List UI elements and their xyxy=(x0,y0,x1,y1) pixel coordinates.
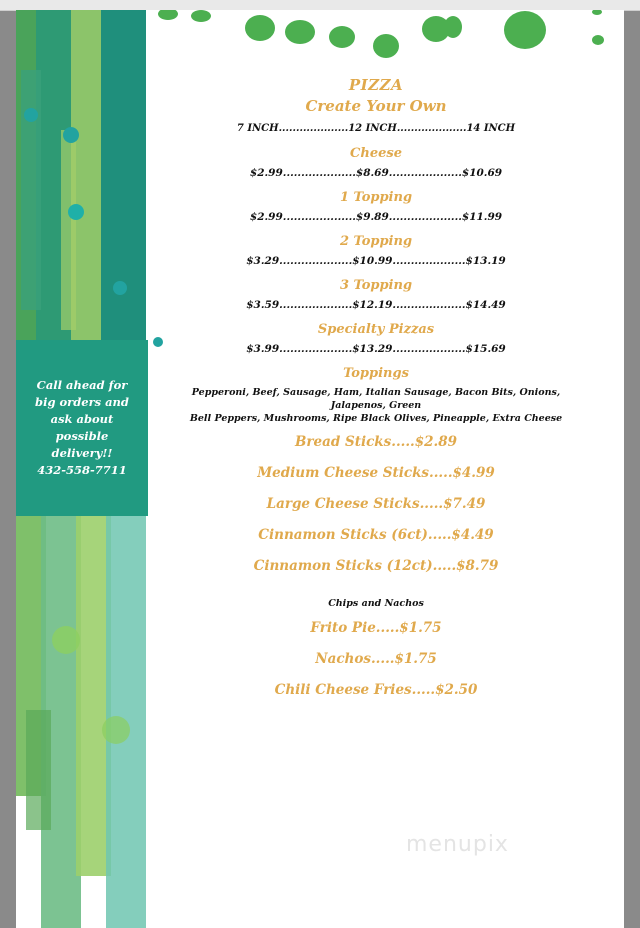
toppings-line: Bell Peppers, Mushrooms, Ripe Black Olives, Pineapple, Extra Cheese xyxy=(189,413,563,424)
category-prices: $2.99....................$8.69....................$10.69 xyxy=(249,167,503,179)
menu-subtitle: Create Your Own xyxy=(305,97,447,115)
call-ahead-line: delivery!! xyxy=(51,446,113,460)
side-item: Large Cheese Sticks.....$7.49 xyxy=(266,496,486,512)
toppings-list xyxy=(166,386,586,425)
call-ahead-box xyxy=(16,340,148,516)
side-item: Medium Cheese Sticks.....$4.99 xyxy=(257,465,495,481)
chips-heading: Chips and Nachos xyxy=(328,598,424,609)
phone-number: 432-558-7711 xyxy=(37,463,127,477)
chips-item: Frito Pie.....$1.75 xyxy=(310,620,442,636)
call-ahead-line: Call ahead for xyxy=(36,378,128,392)
category-name: Cheese xyxy=(350,146,402,161)
menu-page xyxy=(16,10,624,928)
chips-item: Nachos.....$1.75 xyxy=(315,651,437,667)
category-prices: $3.59....................$12.19....................$14.49 xyxy=(246,299,506,311)
size-header: 7 INCH....................12 INCH....................14 INCH xyxy=(236,123,516,134)
category-name: 3 Topping xyxy=(339,278,413,293)
side-item: Bread Sticks.....$2.89 xyxy=(294,434,458,450)
category-prices: $3.99....................$13.29....................$15.69 xyxy=(246,343,506,355)
menu-title: PIZZA xyxy=(348,76,404,94)
call-ahead-line: possible xyxy=(55,429,109,443)
category-prices: $3.29....................$10.99....................$13.19 xyxy=(246,255,506,267)
call-ahead-line: big orders and xyxy=(35,395,129,409)
toppings-line: Pepperoni, Beef, Sausage, Ham, Italian Sausage, Bacon Bits, Onions, Jalapenos, Green xyxy=(191,387,561,411)
toppings-title: Toppings xyxy=(343,366,409,381)
category-prices: $2.99....................$9.89....................$11.99 xyxy=(249,211,503,223)
chips-item: Chili Cheese Fries.....$2.50 xyxy=(274,682,478,698)
side-item: Cinnamon Sticks (12ct).....$8.79 xyxy=(253,558,499,574)
call-ahead-line: ask about xyxy=(50,412,114,426)
side-item: Cinnamon Sticks (6ct).....$4.49 xyxy=(258,527,494,543)
category-name: 2 Topping xyxy=(339,234,413,249)
watermark: menupix xyxy=(406,832,509,857)
category-name: Specialty Pizzas xyxy=(317,322,435,337)
category-name: 1 Topping xyxy=(339,190,413,205)
menu-content xyxy=(166,76,586,699)
decorative-splatters xyxy=(16,10,624,70)
